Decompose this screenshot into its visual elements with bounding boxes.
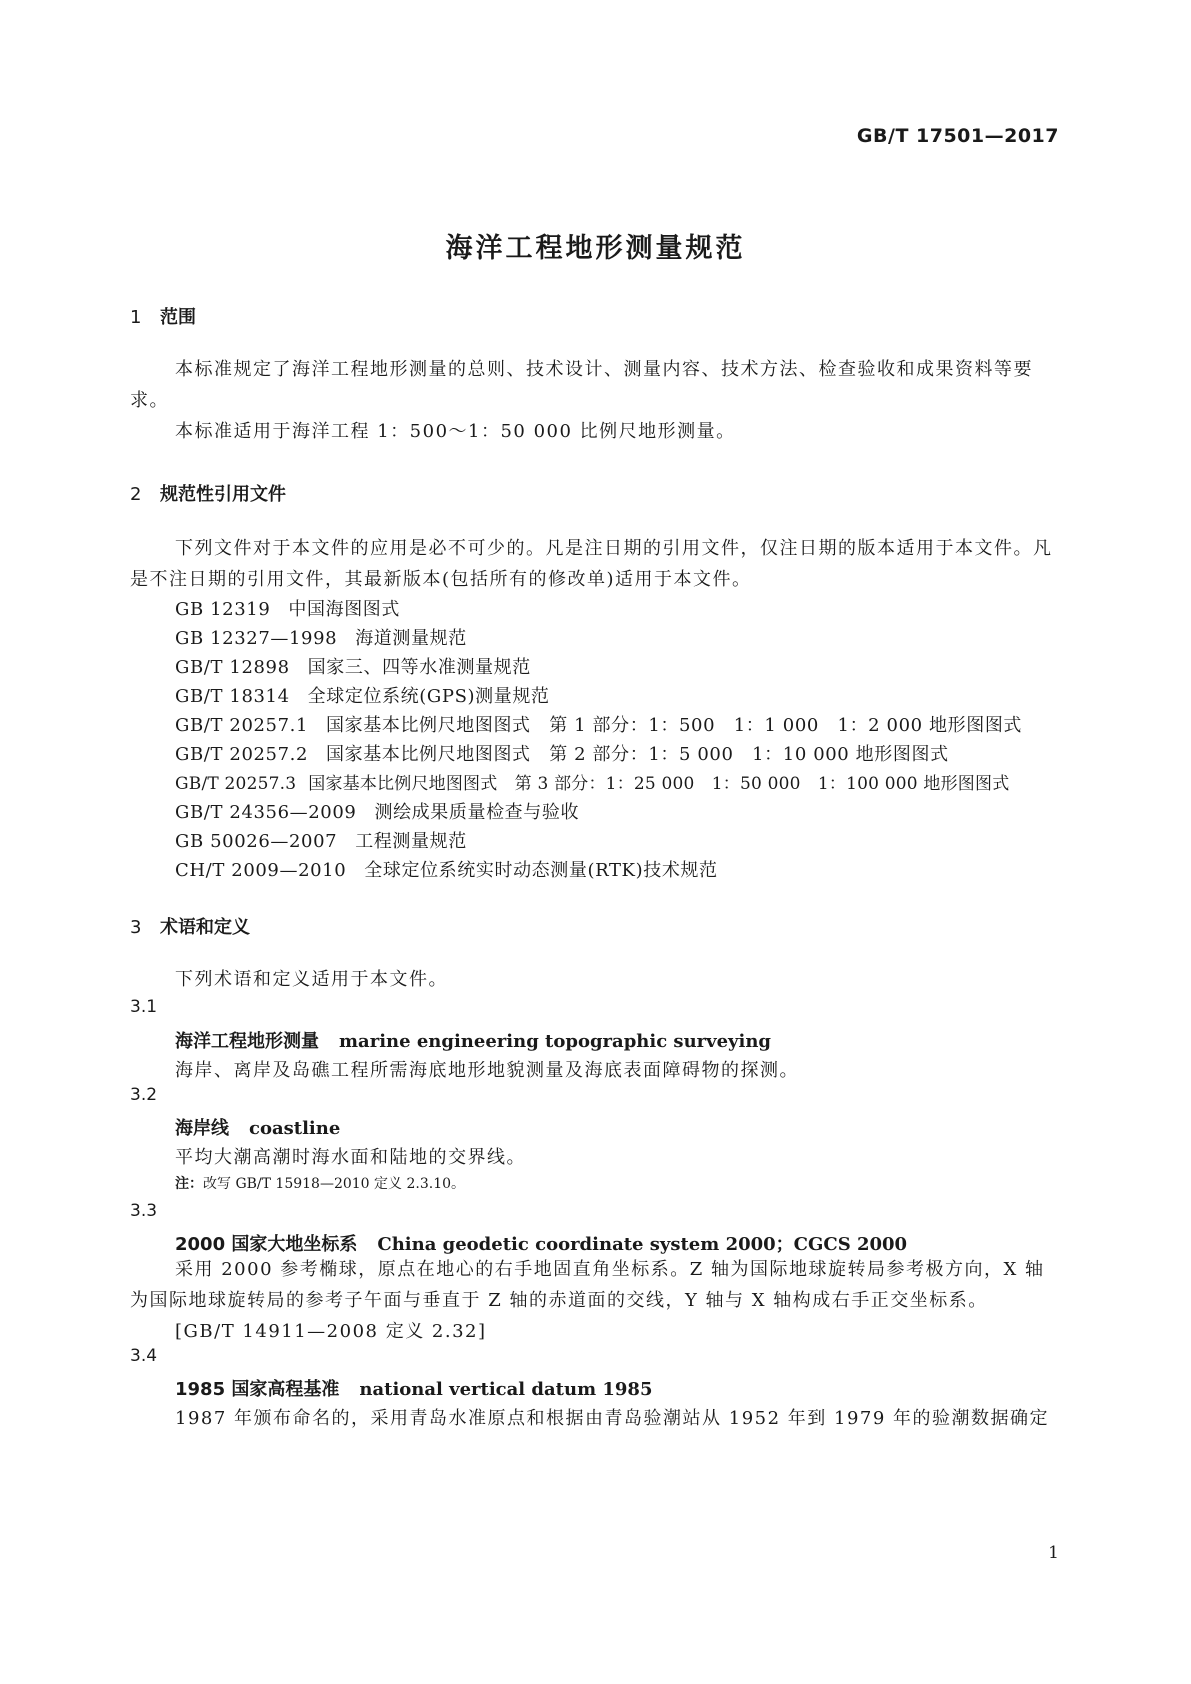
reference-title: 测绘成果质量检查与验收 — [374, 802, 580, 823]
section-2-intro: 下列文件对于本文件的应用是必不可少的。凡是注日期的引用文件，仅注日期的版本适用于本文件。凡是不注日期的引用文件，其最新版本(包括所有的修改单)适用于本文件。 — [130, 538, 1053, 590]
term-zh: 1985 国家高程基准 — [175, 1379, 340, 1400]
term-zh: 2000 国家大地坐标系 — [175, 1234, 358, 1255]
section-number: 1 — [130, 307, 142, 328]
reference-title: 全球定位系统实时动态测量(RTK)技术规范 — [364, 860, 718, 881]
reference-title: 全球定位系统(GPS)测量规范 — [307, 686, 550, 707]
reference-item — [175, 595, 400, 621]
reference-code: GB 12319 — [175, 599, 271, 620]
standard-code: GB/T 17501—2017 — [856, 125, 1059, 147]
reference-item — [175, 740, 949, 766]
reference-item — [175, 624, 467, 650]
section-3-intro: 下列术语和定义适用于本文件。 — [175, 969, 448, 990]
term-number: 3.1 — [130, 997, 158, 1017]
term-number: 3.3 — [130, 1201, 158, 1221]
section-1-paragraph-1: 本标准规定了海洋工程地形测量的总则、技术设计、测量内容、技术方法、检查验收和成果资料等要求。 — [130, 359, 1033, 411]
section-2-heading — [130, 480, 286, 506]
section-title: 规范性引用文件 — [160, 484, 286, 505]
reference-code: GB/T 12898 — [175, 657, 290, 678]
term-definition: 1987 年颁布命名的，采用青岛水准原点和根据由青岛验潮站从 1952 年到 1979 年的验潮数据确定 — [175, 1408, 1050, 1429]
reference-item — [175, 856, 718, 882]
term-en: national vertical datum 1985 — [359, 1379, 653, 1400]
term-definition: 采用 2000 参考椭球，原点在地心的右手地固直角坐标系。Z 轴为国际地球旋转局参考极方向，X 轴为国际地球旋转局的参考子午面与垂直于 Z 轴的赤道面的交线，Y 轴与 X 轴构成右手正交坐标系。 — [130, 1259, 1045, 1311]
term-source: [GB/T 14911—2008 定义 2.32] — [175, 1321, 487, 1342]
term-en: coastline — [249, 1118, 341, 1139]
reference-title: 国家基本比例尺地图图式 第 3 部分：1：25 000 1：50 000 1：100 000 地形图图式 — [308, 774, 1010, 794]
reference-code: GB 50026—2007 — [175, 831, 338, 852]
term-heading — [175, 1027, 771, 1053]
reference-item — [175, 798, 579, 824]
term-zh: 海岸线 — [175, 1118, 229, 1139]
section-title: 术语和定义 — [160, 917, 250, 938]
note-text: 改写 GB/T 15918—2010 定义 2.3.10。 — [203, 1176, 466, 1192]
reference-item — [175, 769, 1009, 794]
note-label: 注： — [175, 1176, 203, 1192]
term-number: 3.4 — [130, 1346, 158, 1366]
reference-item — [175, 682, 550, 708]
term-definition: 海岸、离岸及岛礁工程所需海底地形地貌测量及海底表面障碍物的探测。 — [175, 1060, 799, 1081]
term-en: marine engineering topographic surveying — [339, 1031, 772, 1052]
reference-item — [175, 827, 467, 853]
term-heading — [175, 1114, 340, 1140]
term-zh: 海洋工程地形测量 — [175, 1031, 319, 1052]
section-1-paragraph-2: 本标准适用于海洋工程 1：500～1：50 000 比例尺地形测量。 — [175, 421, 736, 442]
reference-code: CH/T 2009—2010 — [175, 860, 347, 881]
reference-code: GB/T 20257.2 — [175, 744, 309, 765]
page-number: 1 — [1048, 1543, 1059, 1563]
term-heading — [175, 1375, 652, 1401]
reference-title: 工程测量规范 — [355, 831, 467, 852]
reference-item — [175, 653, 531, 679]
reference-title: 国家基本比例尺地图图式 第 1 部分：1：500 1：1 000 1：2 000 地形图图式 — [326, 715, 1023, 736]
section-3-heading — [130, 913, 250, 939]
term-number: 3.2 — [130, 1085, 158, 1105]
term-definition: 平均大潮高潮时海水面和陆地的交界线。 — [175, 1147, 526, 1168]
reference-code: GB/T 20257.1 — [175, 715, 309, 736]
section-number: 3 — [130, 917, 142, 938]
term-note — [175, 1173, 465, 1193]
reference-code: GB 12327—1998 — [175, 628, 338, 649]
section-number: 2 — [130, 484, 142, 505]
term-en: China geodetic coordinate system 2000；CGCS 2000 — [377, 1234, 908, 1255]
reference-item — [175, 711, 1022, 737]
document-title: 海洋工程地形测量规范 — [445, 233, 746, 264]
term-heading — [175, 1230, 907, 1256]
reference-code: GB/T 24356—2009 — [175, 802, 357, 823]
section-1-heading — [130, 303, 196, 329]
reference-title: 中国海图图式 — [288, 599, 400, 620]
reference-code: GB/T 20257.3 — [175, 774, 297, 794]
reference-title: 国家基本比例尺地图图式 第 2 部分：1：5 000 1：10 000 地形图图式 — [326, 744, 949, 765]
section-title: 范围 — [160, 307, 196, 328]
reference-code: GB/T 18314 — [175, 686, 290, 707]
reference-title: 海道测量规范 — [355, 628, 467, 649]
reference-title: 国家三、四等水准测量规范 — [307, 657, 531, 678]
